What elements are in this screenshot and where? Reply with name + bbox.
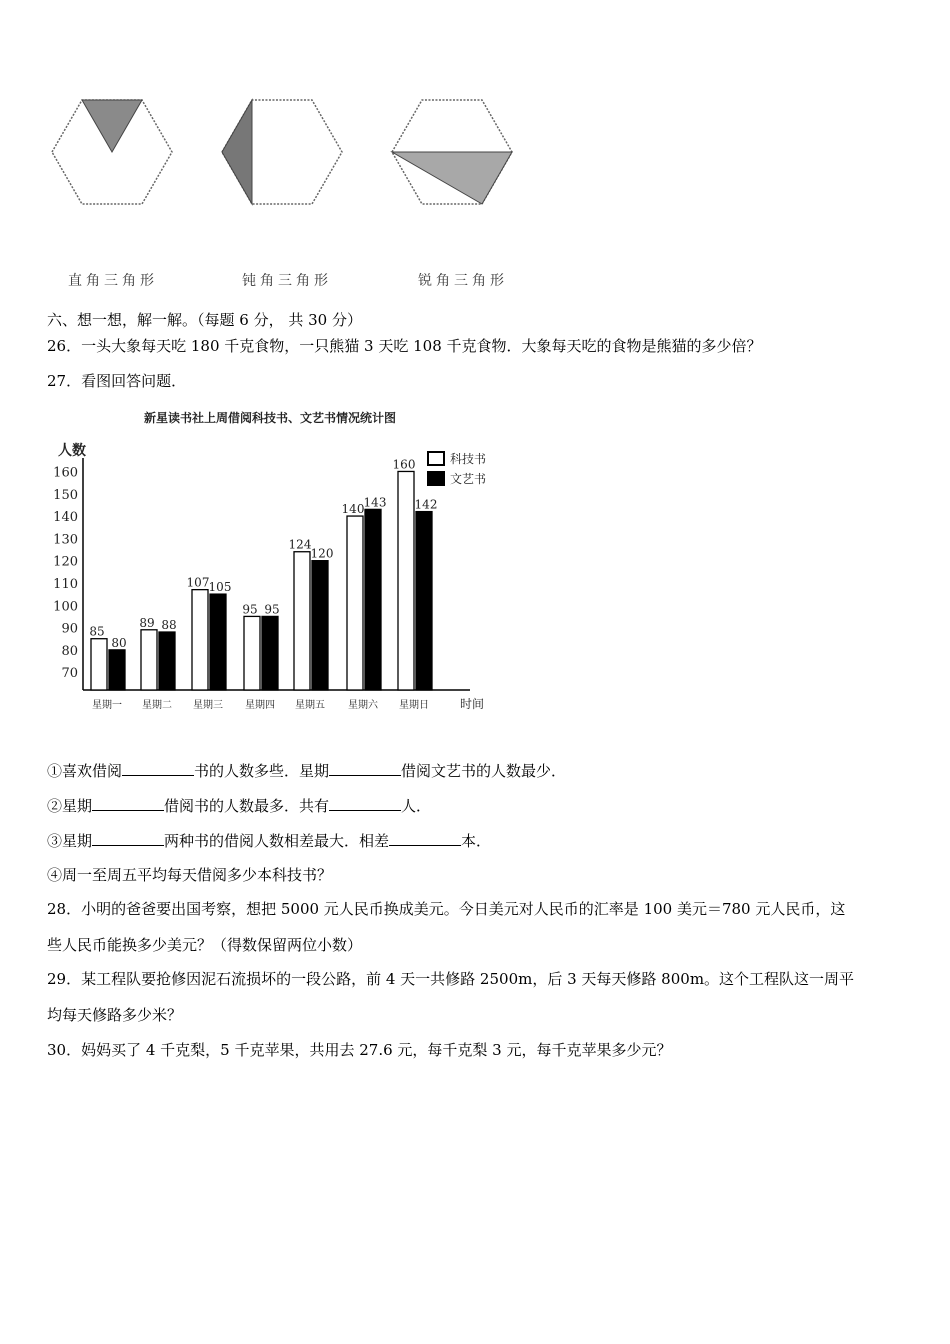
y-tick-label: 100: [53, 599, 78, 615]
answer-blank[interactable]: [122, 761, 194, 776]
bar-science-2: [141, 630, 157, 690]
question-30: 30．妈妈买了 4 千克梨，5 千克苹果，共用去 27.6 元，每千克梨 3 元，每千克苹果多少元？: [47, 1041, 672, 1059]
hexagon-right-triangle-figure: [52, 100, 172, 204]
q27-part-4: ④周一至周五平均每天借阅多少本科技书？: [47, 866, 333, 884]
x-tick-label: 星期三: [193, 700, 223, 711]
data-label: 140: [341, 502, 365, 517]
data-label: 160: [392, 457, 416, 472]
chart-title: 新星读书社上周借阅科技书、文艺书情况统计图: [143, 411, 397, 425]
caption-obtuse-triangle: 钝角三角形: [242, 273, 332, 289]
answer-blank[interactable]: [329, 761, 401, 776]
bar-literature-5: [312, 561, 328, 690]
y-tick-label: 160: [53, 465, 78, 481]
legend-label: 科技书: [450, 452, 487, 466]
y-tick-label: 120: [53, 554, 78, 570]
y-tick-label: 110: [53, 576, 78, 592]
y-tick-label: 80: [61, 643, 78, 659]
data-label: 88: [161, 618, 177, 633]
data-label: 143: [363, 495, 387, 510]
x-tick-label: 星期六: [348, 700, 378, 711]
q27-part-2: [47, 796, 431, 816]
legend-label: 文艺书: [450, 472, 487, 486]
bar-science-7: [398, 471, 414, 690]
y-tick-label: 140: [53, 510, 78, 526]
x-tick-label: 星期一: [92, 700, 122, 711]
y-tick-label: 90: [61, 621, 78, 637]
answer-blank[interactable]: [389, 831, 461, 846]
text: ③星期: [47, 832, 93, 850]
x-tick-label: 星期五: [295, 700, 325, 711]
legend-swatch: [428, 452, 444, 465]
bar-literature-3: [210, 594, 226, 690]
x-tick-label: 星期四: [245, 700, 275, 711]
question-29-line-2: 均每天修路多少米？: [47, 1006, 183, 1024]
text: ①喜欢借阅: [47, 762, 123, 780]
data-label: 95: [264, 602, 280, 617]
bar-chart: [53, 410, 486, 711]
answer-blank[interactable]: [92, 831, 164, 846]
section-heading: 六、想一想，解一解。（每题 6 分， 共 30 分）: [47, 311, 362, 329]
caption-acute-triangle: 锐角三角形: [418, 273, 508, 289]
bar-literature-2: [159, 632, 175, 690]
text: 人．: [401, 797, 432, 815]
y-axis-label: 人数: [58, 443, 86, 459]
bar-science-5: [294, 552, 310, 690]
q27-part-1: [47, 761, 566, 781]
data-label: 107: [186, 575, 210, 590]
y-tick-label: 130: [53, 532, 78, 548]
bar-literature-4: [262, 616, 278, 690]
data-label: 80: [111, 635, 127, 650]
data-label: 124: [288, 537, 312, 552]
bar-science-3: [192, 590, 208, 690]
question-28-line-2: 些人民币能换多少美元？（得数保留两位小数）: [47, 936, 363, 954]
q27-part-3: [47, 831, 491, 851]
bar-literature-7: [416, 512, 432, 690]
text: 本．: [461, 832, 492, 850]
data-label: 105: [208, 580, 232, 595]
text: 书的人数多些．星期: [194, 762, 330, 780]
question-26: 26．一头大象每天吃 180 千克食物，一只熊猫 3 天吃 108 千克食物．大象每天吃的食物是熊猫的多少倍？: [47, 337, 762, 355]
question-29-line-1: 29．某工程队要抢修因泥石流损坏的一段公路，前 4 天一共修路 2500m，后 3 天每天修路 800m。这个工程队这一周平: [47, 970, 855, 988]
bar-literature-1: [109, 650, 125, 690]
bar-science-4: [244, 616, 260, 690]
data-label: 89: [139, 615, 155, 630]
data-label: 85: [89, 624, 105, 639]
text: 两种书的借阅人数相差最大．相差: [164, 832, 390, 850]
question-28-line-1: 28．小明的爸爸要出国考察，想把 5000 元人民币换成美元。今日美元对人民币的汇率是 100 美元＝780 元人民币，这: [47, 900, 846, 918]
hexagon-obtuse-triangle-figure: [222, 100, 342, 204]
bar-science-6: [347, 516, 363, 690]
text: 借阅文艺书的人数最少．: [401, 762, 567, 780]
x-tick-label: 星期二: [142, 700, 172, 711]
hexagon-acute-triangle-figure: [392, 100, 512, 204]
x-axis-label: 时间: [460, 697, 485, 711]
question-27: 27．看图回答问题．: [47, 372, 187, 390]
bar-science-1: [91, 639, 107, 690]
answer-blank[interactable]: [329, 796, 401, 811]
data-label: 95: [242, 602, 258, 617]
y-tick-label: 70: [61, 666, 78, 682]
legend-swatch: [428, 472, 444, 485]
x-tick-label: 星期日: [399, 700, 429, 711]
text: ②星期: [47, 797, 93, 815]
y-tick-label: 150: [53, 487, 78, 503]
data-label: 120: [310, 546, 334, 561]
bar-literature-6: [365, 509, 381, 690]
data-label: 142: [414, 497, 438, 512]
caption-right-triangle: 直角三角形: [68, 273, 158, 289]
text: 借阅书的人数最多．共有: [164, 797, 330, 815]
answer-blank[interactable]: [92, 796, 164, 811]
